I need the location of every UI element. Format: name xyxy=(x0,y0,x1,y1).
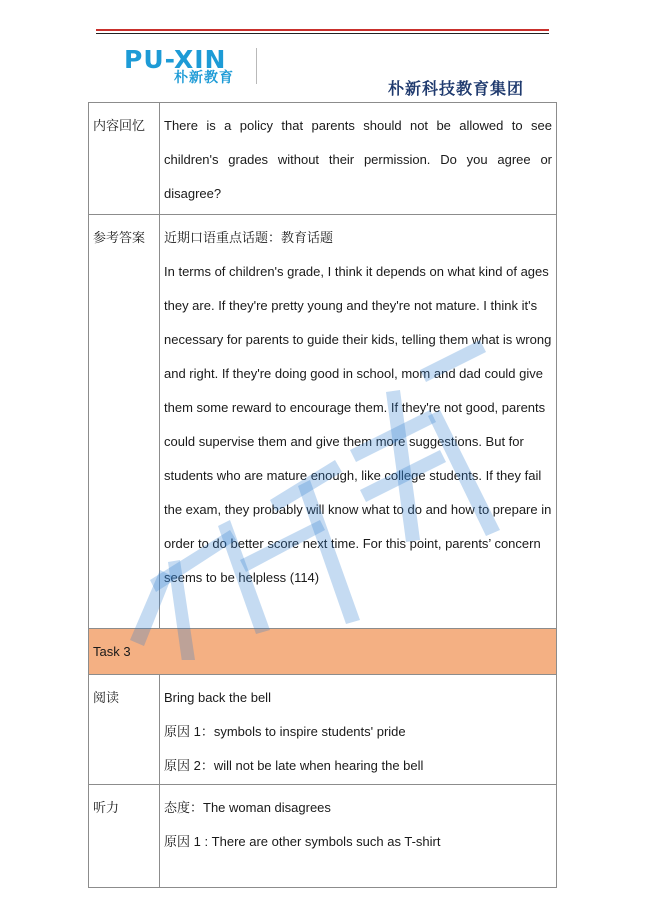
listening-line: 原因 1 : There are other symbols such as T-shirt xyxy=(164,834,441,849)
reading-cell xyxy=(160,675,557,785)
logo-english-text: PU-XIN xyxy=(124,45,227,74)
listening-cell xyxy=(160,785,557,888)
reading-label: 阅读 xyxy=(89,675,160,785)
listening-row xyxy=(89,785,557,888)
content-table xyxy=(88,102,557,888)
reading-row xyxy=(89,675,557,785)
logo-divider xyxy=(256,48,257,84)
task-label: Task 3 xyxy=(89,629,557,675)
company-group-name: 朴新科技教育集团 xyxy=(388,79,525,98)
task-row xyxy=(89,629,557,675)
listening-label: 听力 xyxy=(89,785,160,888)
recall-label: 内容回忆 xyxy=(89,103,160,215)
reading-line: 原因 2：will not be late when hearing the bell xyxy=(164,758,424,773)
reading-line: Bring back the bell xyxy=(164,690,271,705)
header-black-rule xyxy=(96,33,549,34)
recall-row xyxy=(89,103,557,215)
header-red-rule xyxy=(96,29,549,31)
answer-cell xyxy=(160,215,557,629)
answer-topic: 近期口语重点话题：教育话题 xyxy=(164,230,334,245)
recall-text: There is a policy that parents should not be allowed to see children's grades without their permission. Do you agree or disagree? xyxy=(160,103,557,215)
logo-chinese-text: 朴新教育 xyxy=(174,70,234,86)
puxin-logo xyxy=(124,46,274,88)
answer-row xyxy=(89,215,557,629)
reading-line: 原因 1：symbols to inspire students' pride xyxy=(164,724,406,739)
answer-label: 参考答案 xyxy=(89,215,160,629)
listening-line: 态度：The woman disagrees xyxy=(164,800,331,815)
answer-text: In terms of children's grade, I think it depends on what kind of ages they are. If they're pretty young and they're not mature. I think it's necessary for parents to guide their kids, telling them what is wrong and right. If they're doing good in school, mom and dad could give them some reward to encourage them. If they're not good, parents could supervise them and give them more suggestions. But for students who are mature enough, like college students. If they fail the exam, they probably will know what to do and how to prepare in order to do better score next time. For this point, parents’ concern seems to be helpless (114) xyxy=(164,264,552,585)
